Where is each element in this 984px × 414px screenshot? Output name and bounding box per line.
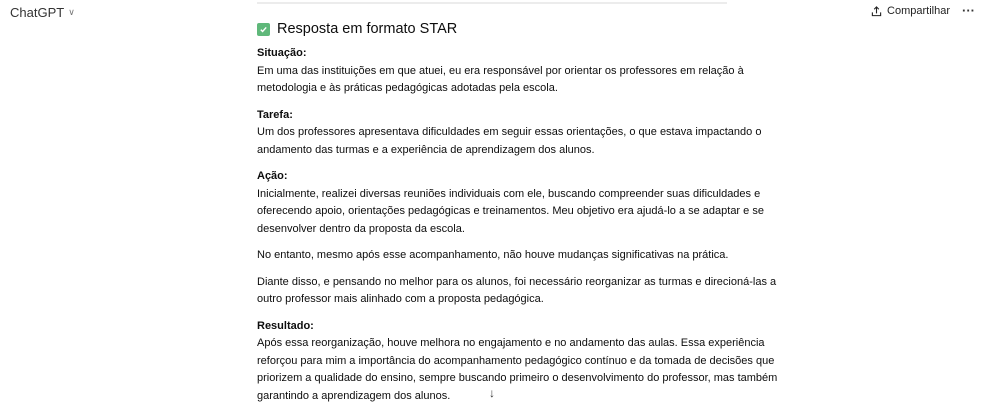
section-label: Resultado: xyxy=(257,319,314,332)
paragraph-line: andamento das turmas e a experiência de aprendizagem dos alunos. xyxy=(257,143,595,156)
paragraph-line: reforçou para mim a importância do acompanhamento pedagógico contínuo e da tomada de decisões que xyxy=(257,354,775,367)
share-button[interactable] xyxy=(871,5,950,17)
section-label: Situação: xyxy=(257,47,307,59)
more-options-button[interactable]: ··· xyxy=(962,3,975,18)
paragraph xyxy=(257,186,764,239)
response-heading xyxy=(257,19,737,39)
divider xyxy=(257,2,727,4)
paragraph-line: desenvolver dentro da proposta da escola. xyxy=(257,222,465,235)
paragraph-line: metodologia e às práticas pedagógicas adotadas pela escola. xyxy=(257,82,558,94)
scroll-down-button[interactable] xyxy=(483,384,501,402)
section-label: Tarefa: xyxy=(257,108,293,121)
paragraph xyxy=(257,124,762,159)
paragraph-line: Diante disso, e pensando no melhor para os alunos, foi necessário reorganizar as turmas e direcioná-las a xyxy=(257,275,777,288)
arrow-down-icon: ↓ xyxy=(489,386,495,400)
share-icon xyxy=(871,6,882,17)
paragraph-line: Um dos professores apresentava dificuldades em seguir essas orientações, o que estava impactando o xyxy=(257,126,762,138)
check-mark-icon xyxy=(257,23,270,36)
assistant-message xyxy=(257,19,778,414)
chevron-down-icon: ∨ xyxy=(68,7,75,17)
heading-text: Resposta em formato STAR xyxy=(277,21,458,37)
paragraph xyxy=(257,274,777,309)
paragraph-line: garantindo a aprendizagem dos alunos. xyxy=(257,389,451,402)
paragraph xyxy=(257,247,737,265)
model-name: ChatGPT xyxy=(10,5,65,20)
section-label: Ação: xyxy=(257,170,288,182)
paragraph-line: Após essa reorganização, houve melhora no engajamento e no andamento das aulas. Essa experiência xyxy=(257,337,765,349)
paragraph-line: Em uma das instituições em que atuei, eu era responsável por orientar os professores em relação à xyxy=(257,64,744,77)
paragraph-line: oferecendo apoio, orientações pedagógicas e treinamentos. Meu objetivo era ajudá-lo a se adaptar e se xyxy=(257,205,764,217)
paragraph-line: outro professor mais alinhado com a proposta pedagógica. xyxy=(257,293,544,305)
model-selector[interactable] xyxy=(10,5,75,20)
paragraph-line: Inicialmente, realizei diversas reuniões individuais com ele, buscando compreender suas dificuldades e xyxy=(257,187,761,200)
paragraph xyxy=(257,63,744,98)
paragraph-line: No entanto, mesmo após esse acompanhamento, não houve mudanças significativas na prática. xyxy=(257,249,729,261)
paragraph-line: priorizem a qualidade do ensino, sempre buscando primeiro o desenvolvimento do professor, mas também xyxy=(257,372,778,384)
share-label: Compartilhar xyxy=(887,5,950,17)
